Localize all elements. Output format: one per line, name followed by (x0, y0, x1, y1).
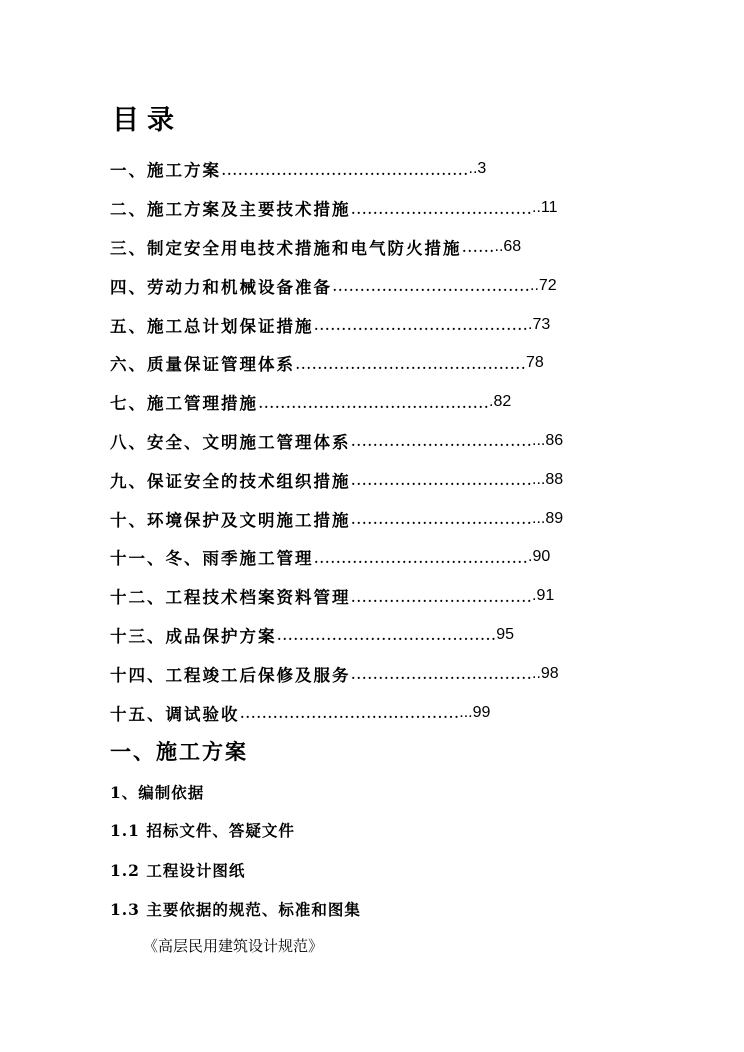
toc-page-number: ..68 (494, 237, 522, 255)
toc-entry-label: 十一、冬、雨季施工管理 (110, 549, 314, 569)
toc-entry[interactable] (110, 654, 610, 693)
toc-entry-label: 五、施工总计划保证措施 (110, 316, 314, 336)
toc-entry-label: 十四、工程竣工后保修及服务 (110, 665, 351, 685)
toc-page-number: 78 (526, 354, 544, 372)
toc-page-number: ...89 (532, 509, 564, 527)
toc-leader-dots: …………………………… (350, 431, 532, 451)
toc-entry[interactable] (110, 150, 610, 189)
toc-entry-label: 四、劳动力和机械设备准备 (110, 277, 332, 297)
toc-entry-label: 十、环境保护及文明施工措施 (110, 510, 351, 530)
toc-entry[interactable] (110, 344, 610, 383)
toc-entry-label: 三、制定安全用电技术措施和电气防火措施 (110, 238, 462, 258)
toc-entry-label: 九、保证安全的技术组织措施 (110, 471, 351, 491)
subheading-tender-documents: 1.1 招标文件、答疑文件 (110, 821, 295, 840)
standard-reference: 《高层民用建筑设计规范》 (143, 937, 324, 955)
toc-leader-dots: …………………………… (350, 509, 532, 529)
toc-leader-dots: ………………………………… (313, 547, 528, 567)
toc-leader-dots: …………………………… (350, 198, 532, 218)
toc-page-number: ...86 (532, 431, 564, 449)
toc-entry-label: 十五、调试验收 (110, 704, 240, 724)
section-heading: 一、施工方案 (110, 739, 248, 764)
toc-leader-dots: ……………………….………… (276, 625, 497, 645)
toc-leader-dots: …………………………………… (258, 392, 489, 412)
toc-entry[interactable] (110, 499, 610, 538)
toc-entry[interactable] (110, 616, 610, 655)
toc-page-number: .73 (528, 315, 551, 333)
toc-entry[interactable] (110, 460, 610, 499)
toc-entry[interactable] (110, 422, 610, 461)
toc-leader-dots: ……………………….………… (239, 703, 460, 723)
toc-page-number: .82 (489, 393, 512, 411)
toc-page-number: ..98 (532, 664, 559, 682)
toc-entry-label: 一、施工方案 (110, 161, 221, 181)
toc-entry[interactable] (110, 266, 610, 305)
toc-leader-dots: …… (461, 237, 495, 257)
toc-page-number: ...99 (459, 703, 491, 721)
subheading-compilation-basis: 1、编制依据 (110, 783, 205, 802)
toc-entry-label: 八、安全、文明施工管理体系 (110, 432, 351, 452)
toc-page-number: 95 (496, 625, 515, 643)
toc-entry-label: 七、施工管理措施 (110, 394, 258, 414)
subheading-design-drawings: 1.2 工程设计图纸 (110, 861, 246, 880)
toc-page-number: ..3 (468, 160, 487, 178)
toc-leader-dots: …………………………… (350, 586, 532, 606)
toc-entry[interactable] (110, 305, 610, 344)
toc-entry[interactable] (110, 538, 610, 577)
toc-page-number: .90 (528, 548, 551, 566)
toc-leader-dots: ……………………………… (332, 276, 530, 296)
toc-entry[interactable] (110, 383, 610, 422)
toc-page-number: ..11 (532, 199, 558, 217)
toc-entry-label: 十三、成品保护方案 (110, 626, 277, 646)
toc-entry[interactable] (110, 693, 610, 732)
toc-title: 目录 (112, 105, 182, 136)
toc-leader-dots: …………………………… (350, 664, 532, 684)
toc-leader-dots: …………………………………… (295, 353, 526, 373)
toc-leader-dots: …………………………… (350, 470, 532, 490)
toc-entry[interactable] (110, 189, 610, 228)
toc-entry[interactable] (110, 577, 610, 616)
toc-page-number: .91 (532, 587, 555, 605)
table-of-contents (110, 150, 610, 732)
toc-page-number: ..72 (530, 276, 557, 294)
toc-entry-label: 六、质量保证管理体系 (110, 355, 295, 375)
toc-leader-dots: ………………………………… (313, 315, 528, 335)
toc-page-number: ...88 (532, 470, 564, 488)
toc-entry[interactable] (110, 228, 610, 267)
toc-entry-label: 十二、工程技术档案资料管理 (110, 588, 351, 608)
toc-leader-dots: ……………………………………… (221, 159, 469, 179)
subheading-standards: 1.3 主要依据的规范、标准和图集 (110, 900, 361, 919)
toc-entry-label: 二、施工方案及主要技术措施 (110, 200, 351, 220)
